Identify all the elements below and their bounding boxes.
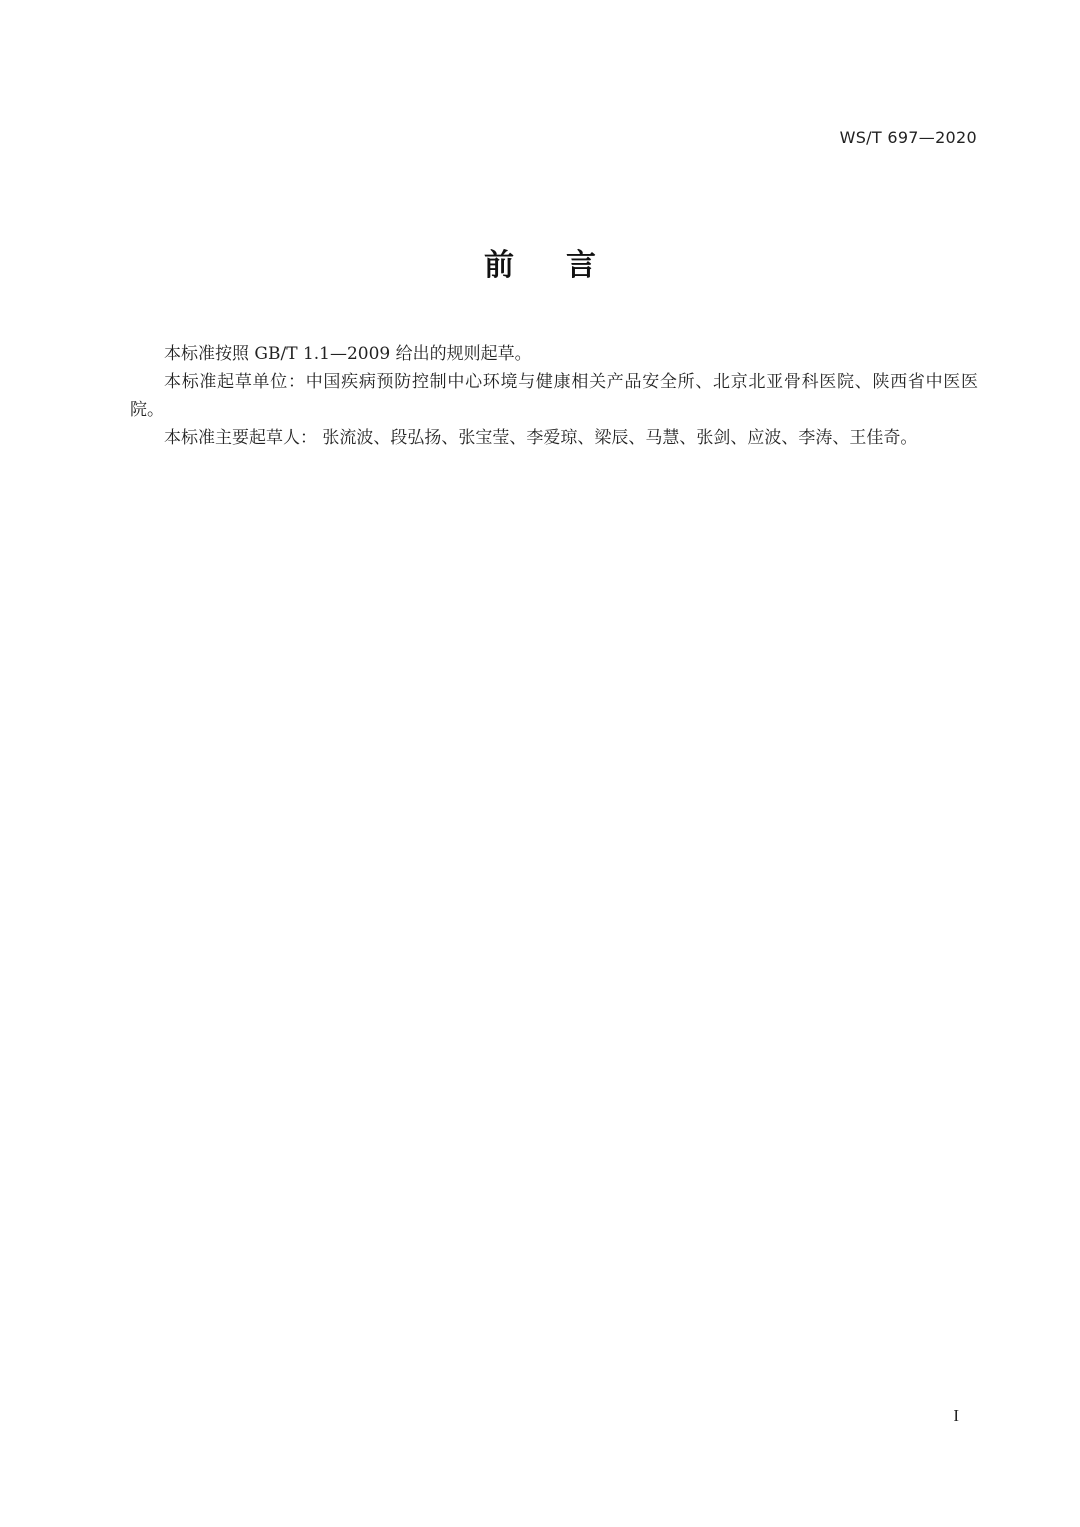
paragraph-drafters: 本标准主要起草人： 张流波、段弘扬、张宝莹、李爱琼、梁辰、马慧、张剑、应波、李涛、王佳奇。 [164, 428, 918, 448]
standard-code: WS/T 697—2020 [839, 128, 977, 147]
paragraph-drafting-rules: 本标准按照 GB/T 1.1—2009 给出的规则起草。 [164, 344, 532, 364]
paragraph-drafting-units: 本标准起草单位：中国疾病预防控制中心环境与健康相关产品安全所、北京北亚骨科医院、陕西省中医医院。 [130, 372, 978, 420]
page-number: I [953, 1406, 959, 1425]
foreword-body [130, 340, 978, 452]
page-title: 前言 [484, 248, 648, 283]
